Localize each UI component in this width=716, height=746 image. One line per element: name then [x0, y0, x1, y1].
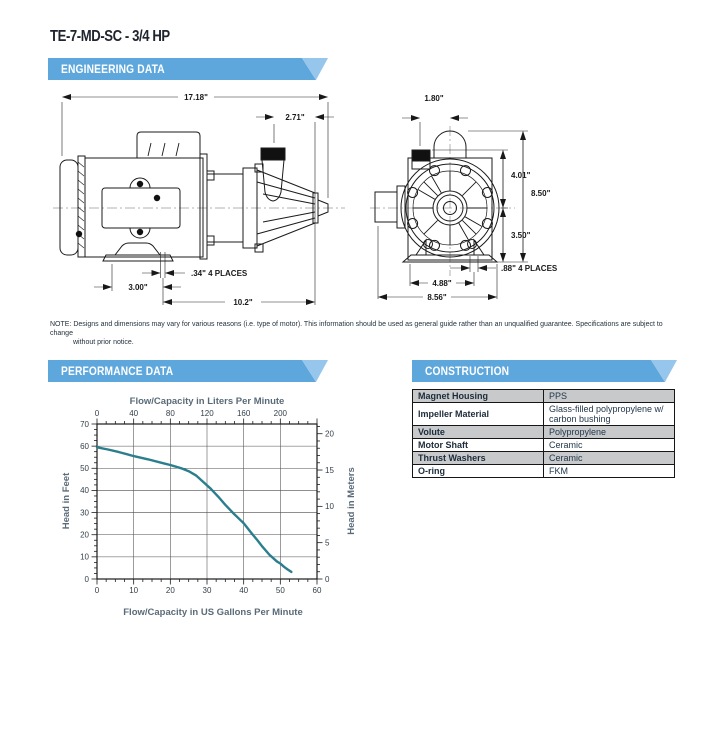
- motor-foot-base: [103, 255, 173, 261]
- dim-center-to-port-top: 4.01": [511, 171, 531, 180]
- svg-text:0: 0: [94, 409, 100, 418]
- front-view-drawing: [370, 94, 558, 302]
- chart-top-axis-title: Flow/Capacity in Liters Per Minute: [129, 396, 285, 407]
- motor-rear-cap: [60, 160, 78, 255]
- svg-text:50: 50: [275, 586, 285, 595]
- construction-label: Thrust Washers: [413, 452, 544, 465]
- chart-x-axis-title: Flow/Capacity in US Gallons Per Minute: [123, 607, 303, 618]
- construction-label: Impeller Material: [413, 403, 544, 426]
- engineering-data-banner: [48, 58, 328, 80]
- engineering-note: [50, 320, 674, 347]
- performance-data-banner: [48, 360, 328, 382]
- table-row: [413, 452, 675, 465]
- svg-text:70: 70: [80, 419, 89, 429]
- table-row: [413, 426, 675, 439]
- construction-value: Ceramic: [544, 439, 675, 452]
- chart-dynamic: [80, 409, 334, 595]
- svg-text:20: 20: [165, 586, 175, 595]
- svg-text:10: 10: [80, 552, 89, 562]
- svg-text:80: 80: [165, 409, 175, 418]
- motor-rib-flange: [78, 156, 85, 257]
- dim-port-offset: 1.80": [424, 94, 444, 103]
- dim-port-to-inlet: 2.71": [285, 113, 305, 122]
- dim-overall-width: 8.56": [427, 293, 447, 302]
- dim-base-slot: .88" 4 PLACES: [501, 264, 558, 273]
- svg-text:20: 20: [325, 429, 334, 439]
- table-row: [413, 403, 675, 426]
- performance-chart: [58, 393, 373, 628]
- svg-text:40: 40: [239, 586, 249, 595]
- engineering-drawings: [45, 86, 705, 316]
- dim-center-to-base: 3.50": [511, 231, 531, 240]
- svg-text:40: 40: [129, 409, 139, 418]
- construction-label: Motor Shaft: [413, 439, 544, 452]
- page-title: TE-7-MD-SC - 3/4 HP: [50, 28, 170, 45]
- motor-body: [85, 158, 203, 257]
- motor-bolts: [76, 181, 160, 237]
- note-line-1: NOTE: Designs and dimensions may vary for various reasons (i.e. type of motor). This information should be used as general guide rather than an unqualified guarantee. Specifications are subject to change: [50, 321, 663, 337]
- construction-label: Volute: [413, 426, 544, 439]
- svg-text:5: 5: [325, 538, 330, 548]
- discharge-port-front: [412, 150, 430, 161]
- svg-text:0: 0: [325, 574, 330, 584]
- dim-foot-bolt-span: 4.88": [432, 279, 452, 288]
- construction-heading: CONSTRUCTION: [425, 364, 510, 378]
- construction-value: Glass-filled polypropylene w/ carbon bushing: [544, 403, 675, 426]
- svg-text:30: 30: [80, 508, 89, 518]
- table-row: [413, 390, 675, 403]
- motor-foot-pad: [115, 243, 160, 255]
- svg-text:200: 200: [273, 409, 288, 418]
- svg-text:10: 10: [129, 586, 139, 595]
- dim-overall-height: 8.50": [531, 189, 551, 198]
- dim-pump-length: 10.2": [233, 298, 253, 307]
- svg-text:120: 120: [200, 409, 214, 418]
- engineering-data-heading: ENGINEERING DATA: [61, 62, 165, 76]
- terminal-box: [137, 132, 200, 158]
- svg-text:160: 160: [236, 409, 251, 418]
- dim-foot-offset: 3.00": [128, 283, 148, 292]
- table-row: [413, 465, 675, 478]
- construction-value: Polypropylene: [544, 426, 675, 439]
- construction-value: Ceramic: [544, 452, 675, 465]
- discharge-port: [261, 148, 285, 160]
- svg-text:40: 40: [80, 486, 89, 496]
- construction-value: PPS: [544, 390, 675, 403]
- table-row: [413, 439, 675, 452]
- chart-right-axis-title: Head in Meters: [346, 467, 357, 535]
- construction-table: [412, 389, 675, 478]
- svg-text:0: 0: [84, 574, 89, 584]
- construction-label: O-ring: [413, 465, 544, 478]
- side-view-drawing: [53, 93, 345, 307]
- chart-left-axis-title: Head in Feet: [61, 472, 72, 530]
- svg-text:15: 15: [325, 465, 334, 475]
- svg-text:50: 50: [80, 464, 89, 474]
- dim-foot-slot: .34" 4 PLACES: [191, 269, 248, 278]
- note-line-2: without prior notice.: [73, 339, 134, 346]
- svg-text:20: 20: [80, 530, 89, 540]
- construction-banner: [412, 360, 677, 382]
- suction-port-front: [375, 192, 397, 222]
- construction-label: Magnet Housing: [413, 390, 544, 403]
- svg-text:30: 30: [202, 586, 212, 595]
- svg-text:0: 0: [94, 586, 100, 595]
- performance-data-heading: PERFORMANCE DATA: [61, 364, 174, 378]
- svg-text:60: 60: [312, 586, 322, 595]
- svg-text:10: 10: [325, 502, 334, 512]
- svg-text:60: 60: [80, 441, 89, 451]
- dim-overall-length: 17.18": [184, 93, 208, 102]
- construction-value: FKM: [544, 465, 675, 478]
